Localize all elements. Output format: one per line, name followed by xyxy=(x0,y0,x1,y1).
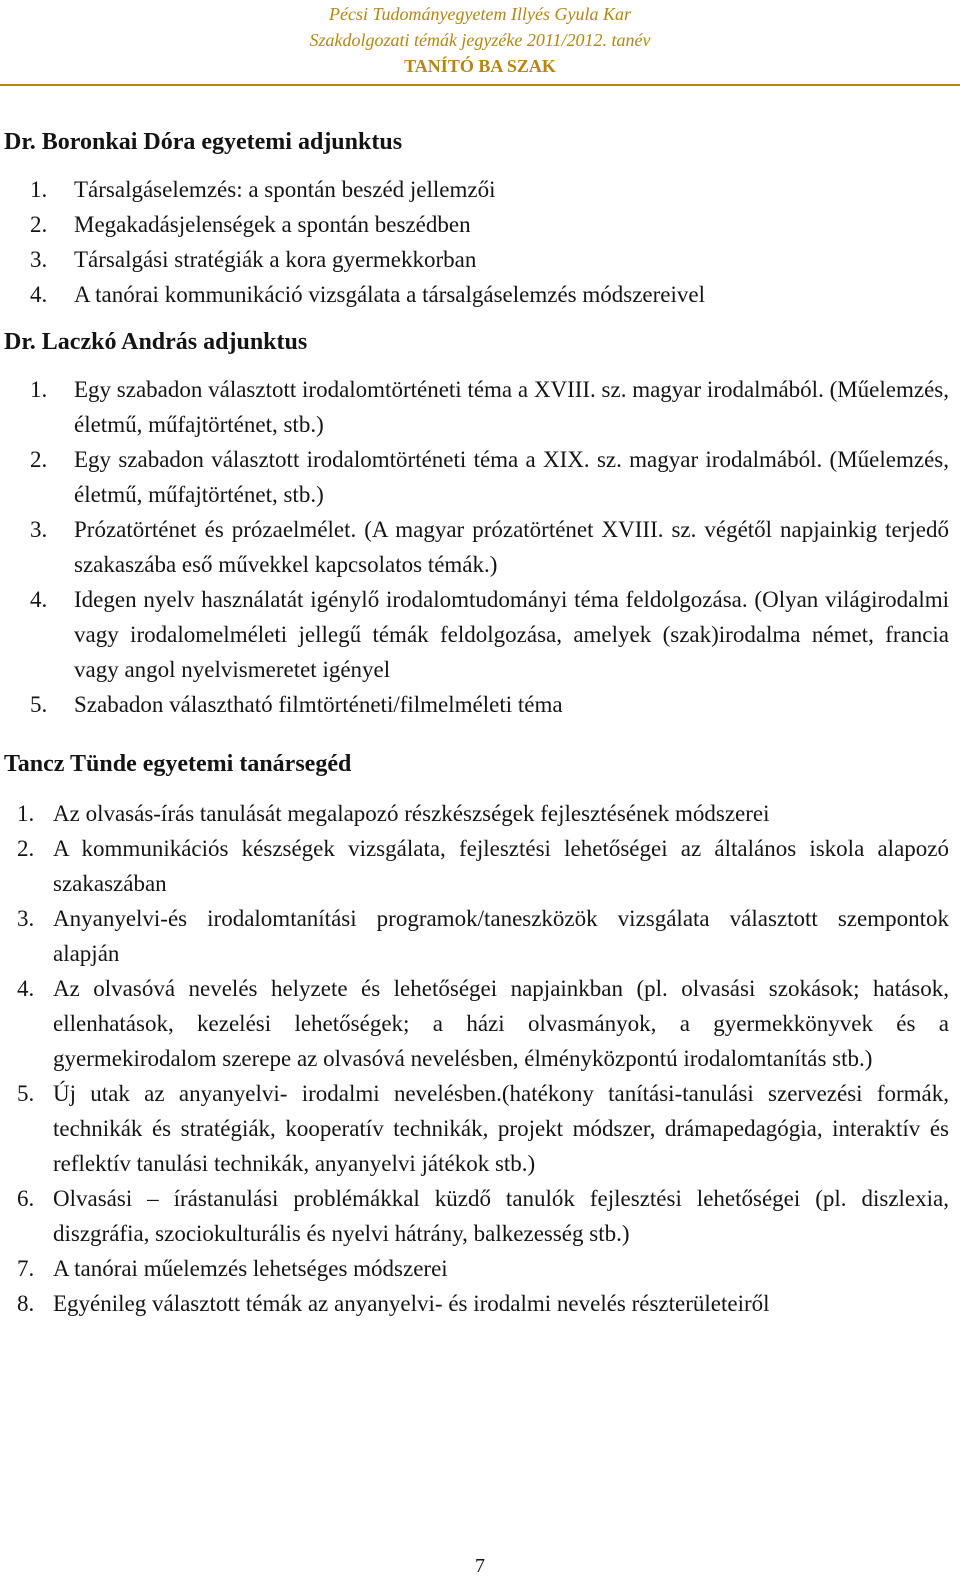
header-list-title: Szakdolgozati témák jegyzéke 2011/2012. tanév xyxy=(309,30,651,50)
list-item: 7. A tanórai műelemzés lehetséges módszerei xyxy=(17,1256,448,1281)
header-program: TANÍTÓ BA SZAK xyxy=(404,56,556,76)
list-item: 3. Prózatörténet és prózaelmélet. (A magyar prózatörténet XVIII. sz. végétől napjainkig terjedő szakaszába eső művekkel kapcsolatos témák.) xyxy=(30,517,949,577)
list-item: 5. Szabadon választható filmtörténeti/filmelméleti téma xyxy=(30,692,563,717)
list-item: 2. Egy szabadon választott irodalomtörténeti téma a XIX. sz. magyar irodalmából. (Műelemzés, életmű, műfajtörténet, stb.) xyxy=(30,447,949,507)
list-item: 2. A kommunikációs készségek vizsgálata, fejlesztési lehetőségei az általános iskola alapozó szakaszában xyxy=(17,836,949,896)
list-item: 8. Egyénileg választott témák az anyanyelvi- és irodalmi nevelés részterületeiről xyxy=(17,1291,770,1316)
topic-list xyxy=(4,372,949,722)
section-title: Dr. Boronkai Dóra egyetemi adjunktus xyxy=(4,129,403,155)
list-item: 4. Idegen nyelv használatát igénylő irodalomtudományi téma feldolgozása. (Olyan világirodalmi vagy irodalomelméleti jellegű témák feldolgozása, amelyek (szak)irodalma német, francia vagy angol nyelvismeretet igényel xyxy=(30,587,949,682)
list-item: 3. Anyanyelvi-és irodalomtanítási programok/taneszközök vizsgálata választott szempontok alapján xyxy=(17,906,949,966)
list-item: 1. Egy szabadon választott irodalomtörténeti téma a XVIII. sz. magyar irodalmából. (Műelemzés, életmű, műfajtörténet, stb.) xyxy=(30,377,949,437)
section-boronkai xyxy=(4,124,949,312)
document-body xyxy=(4,124,949,1321)
list-item: 4. A tanórai kommunikáció vizsgálata a társalgáselemzés módszereivel xyxy=(30,282,705,307)
section-title: Dr. Laczkó András adjunktus xyxy=(4,329,308,355)
list-item: 6. Olvasási – írástanulási problémákkal küzdő tanulók fejlesztési lehetőségei (pl. diszlexia, diszgráfia, szociokulturális és nyelvi hátrány, balkezesség stb.) xyxy=(17,1186,949,1246)
header-rule xyxy=(0,84,960,86)
page-header xyxy=(0,0,960,79)
list-item: 1. Társalgáselemzés: a spontán beszéd jellemzői xyxy=(30,177,496,202)
page-number: 7 xyxy=(475,1555,485,1577)
section-title: Tancz Tünde egyetemi tanársegéd xyxy=(4,751,352,777)
list-item: 2. Megakadásjelenségek a spontán beszédben xyxy=(30,212,471,237)
topic-list xyxy=(4,796,949,1321)
list-item: 4. Az olvasóvá nevelés helyzete és lehetőségei napjainkban (pl. olvasási szokások; hatások, ellenhatások, kezelési lehetőségek; a házi olvasmányok, a gyermekkönyvek és a gyermekirodalom szerepe az olvasóvá nevelésben, élményközpontú irodalomtanítás stb.) xyxy=(17,976,949,1071)
list-item: 5. Új utak az anyanyelvi- irodalmi nevelésben.(hatékony tanítási-tanulási szervezési formák, technikák és stratégiák, kooperatív technikák, projekt módszer, drámapedagógia, interaktív és reflektív tanulási technikák, anyanyelvi játékok stb.) xyxy=(17,1081,949,1176)
header-university: Pécsi Tudományegyetem Illyés Gyula Kar xyxy=(329,4,631,24)
topic-list xyxy=(4,172,949,312)
list-item: 1. Az olvasás-írás tanulását megalapozó részkészségek fejlesztésének módszerei xyxy=(17,801,770,826)
section-laczko xyxy=(4,324,949,722)
list-item: 3. Társalgási stratégiák a kora gyermekkorban xyxy=(30,247,477,272)
section-tancz xyxy=(4,746,949,1321)
